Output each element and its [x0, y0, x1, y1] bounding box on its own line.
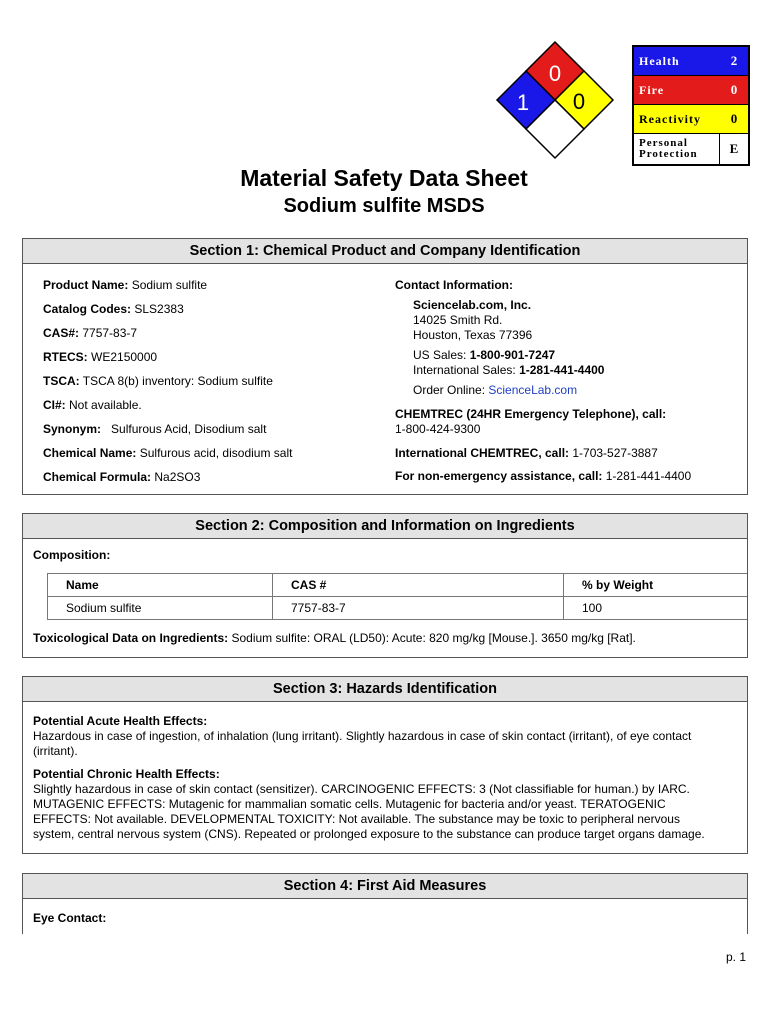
intl-sales: International Sales: 1-281-441-4400: [413, 363, 605, 377]
section-3-body: [23, 702, 747, 853]
cell-cas: 7757-83-7: [273, 597, 564, 620]
contact-info-label: Contact Information:: [395, 278, 513, 292]
hmis-reactivity-value: 0: [730, 111, 738, 126]
col-name-header: Name: [48, 574, 273, 597]
nfpa-fire-value: 0: [548, 61, 562, 86]
field-chemical-name: Chemical Name: Sulfurous acid, disodium salt: [43, 446, 293, 460]
chronic-effects-line-1: Slightly hazardous in case of skin contact (sensitizer). CARCINOGENIC EFFECTS: 3 (Not classifiable for human.) by IARC.: [33, 782, 690, 796]
chronic-effects-line-2: MUTAGENIC EFFECTS: Mutagenic for mammalian somatic cells. Mutagenic for bacteria and/or yeast. TERATOGENIC: [33, 797, 666, 811]
hmis-ppe-value: E: [719, 134, 748, 164]
section-2: [22, 513, 748, 658]
chemtrec-label: CHEMTREC (24HR Emergency Telephone), call:: [395, 407, 667, 421]
section-4: [22, 873, 748, 934]
order-online: Order Online: ScienceLab.com: [413, 383, 578, 397]
hmis-ppe-label-1: Personal: [639, 137, 688, 149]
address-line-2: Houston, Texas 77396: [413, 328, 533, 342]
nfpa-health-value: 1: [516, 90, 530, 115]
hmis-fire-row: [634, 76, 748, 105]
hmis-health-row: [634, 47, 748, 76]
acute-effects-line-1: Hazardous in case of ingestion, of inhalation (lung irritant). Slightly hazardous in case of skin contact (irritant), of eye contact: [33, 729, 692, 743]
hmis-fire-label: Fire: [639, 82, 665, 97]
composition-label: Composition:: [33, 548, 111, 562]
table-row: [48, 597, 748, 620]
hmis-health-value: 2: [730, 53, 738, 68]
composition-table: [47, 573, 747, 620]
chronic-effects-line-3: EFFECTS: Not available. DEVELOPMENTAL TOXICITY: Not available. The substance may be toxic to peripheral nervous: [33, 812, 680, 826]
section-3: [22, 676, 748, 854]
field-synonym: Synonym: Sulfurous Acid, Disodium salt: [43, 422, 267, 436]
col-weight-header: % by Weight: [564, 574, 748, 597]
section-2-body: [23, 539, 747, 657]
acute-effects-label: Potential Acute Health Effects:: [33, 714, 208, 728]
hmis-reactivity-row: [634, 105, 748, 134]
hmis-reactivity-label: Reactivity: [639, 111, 701, 126]
section-1-body: [23, 264, 747, 494]
composition-header-row: [48, 574, 748, 597]
hmis-fire-value: 0: [730, 82, 738, 97]
hmis-ppe-label-2: Protection: [639, 148, 698, 160]
hmis-rating-table: [632, 45, 750, 166]
field-cas: CAS#: 7757-83-7: [43, 326, 138, 340]
col-cas-header: CAS #: [273, 574, 564, 597]
page-number: p. 1: [725, 950, 746, 964]
acute-effects-line-2: (irritant).: [33, 744, 78, 758]
chronic-effects-label: Potential Chronic Health Effects:: [33, 767, 220, 781]
intl-chemtrec: International CHEMTREC, call: 1-703-527-3887: [395, 446, 658, 460]
nfpa-reactivity-value: 0: [572, 89, 586, 114]
section-1: [22, 238, 748, 495]
document-title: Material Safety Data Sheet: [240, 165, 528, 191]
field-catalog-codes: Catalog Codes: SLS2383: [43, 302, 184, 316]
cell-weight: 100: [564, 597, 748, 620]
section-4-body: [23, 899, 747, 934]
us-sales: US Sales: 1-800-901-7247: [413, 348, 556, 362]
address-line-1: 14025 Smith Rd.: [413, 313, 503, 327]
section-3-heading: Section 3: Hazards Identification: [23, 677, 747, 702]
sciencelab-link[interactable]: ScienceLab.com: [488, 383, 578, 397]
non-emergency: For non-emergency assistance, call: 1-281-441-4400: [395, 469, 692, 483]
cell-name: Sodium sulfite: [48, 597, 273, 620]
field-chemical-formula: Chemical Formula: Na2SO3: [43, 470, 201, 484]
hmis-ppe-label: [634, 134, 719, 164]
hmis-ppe-row: [634, 134, 748, 164]
chemtrec-phone: 1-800-424-9300: [395, 422, 481, 436]
section-1-heading: Section 1: Chemical Product and Company Identification: [23, 239, 747, 264]
field-tsca: TSCA: TSCA 8(b) inventory: Sodium sulfite: [43, 374, 273, 388]
eye-contact-label: Eye Contact:: [33, 911, 107, 925]
company-name: Sciencelab.com, Inc.: [413, 298, 532, 312]
field-product-name: Product Name: Sodium sulfite: [43, 278, 208, 292]
hmis-health-label: Health: [639, 53, 680, 68]
toxicological-data: Toxicological Data on Ingredients: Sodium sulfite: ORAL (LD50): Acute: 820 mg/kg [Mouse.]. 3650 mg/kg [Rat].: [33, 631, 636, 645]
chronic-effects-line-4: system, central nervous system (CNS). Repeated or prolonged exposure to the substance can produce target organs damage.: [33, 827, 705, 841]
section-2-heading: Section 2: Composition and Information on Ingredients: [23, 514, 747, 539]
section-4-heading: Section 4: First Aid Measures: [23, 874, 747, 899]
document-subtitle: Sodium sulfite MSDS: [283, 195, 485, 217]
field-rtecs: RTECS: WE2150000: [43, 350, 158, 364]
field-ci: CI#: Not available.: [43, 398, 142, 412]
nfpa-diamond: [495, 40, 615, 160]
